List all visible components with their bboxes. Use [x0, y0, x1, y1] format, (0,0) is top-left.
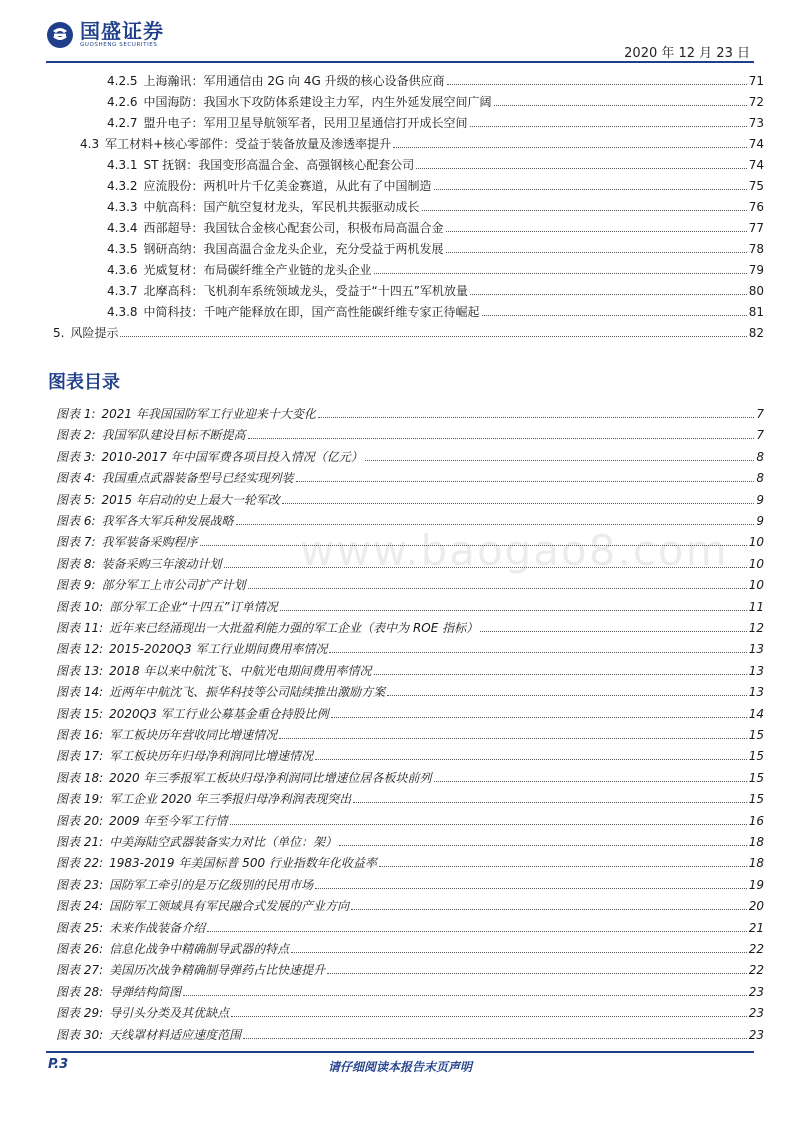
- figure-leader-dots: [200, 545, 747, 546]
- report-date: 2020 年 12 月 23 日: [624, 46, 750, 61]
- figure-entry-title: 2010-2017 年中国军费各项目投入情况（亿元）: [101, 450, 363, 464]
- figure-leader-dots: [207, 931, 747, 932]
- figure-entry-page: 18: [748, 856, 764, 870]
- figure-entry[interactable]: [56, 812, 764, 830]
- figure-leader-dots: [351, 909, 747, 910]
- figure-entry-page: 14: [748, 707, 764, 721]
- logo-english-name: GUOSHENG SECURITIES: [80, 42, 158, 48]
- figure-entry[interactable]: [56, 726, 764, 744]
- figure-entry-label: 图表 11:: [56, 621, 104, 635]
- company-logo: [46, 20, 164, 49]
- toc-entry[interactable]: [107, 156, 764, 174]
- figure-entry[interactable]: [56, 640, 764, 658]
- figure-entry[interactable]: [56, 705, 764, 723]
- toc-entry-page: 74: [748, 158, 764, 172]
- figure-entry-page: 22: [748, 963, 764, 977]
- toc-entry[interactable]: [107, 303, 764, 321]
- figure-entry-page: 8: [756, 471, 764, 485]
- figure-entry[interactable]: [56, 747, 764, 765]
- toc-leader-dots: [470, 126, 747, 127]
- figure-leader-dots: [224, 567, 747, 568]
- toc-entry-title: 上海瀚讯：军用通信由 2G 向 4G 升级的核心设备供应商: [143, 74, 445, 88]
- figure-entry[interactable]: [56, 1026, 764, 1044]
- figure-entry-page: 16: [748, 814, 764, 828]
- figure-entry[interactable]: [56, 576, 764, 594]
- figure-entry[interactable]: [56, 448, 764, 466]
- toc-entry-number: 4.2.6: [107, 95, 138, 109]
- figure-entry-title: 2020 年三季报军工板块归母净利润同比增速位居各板块前列: [109, 771, 432, 785]
- figure-entry-page: 22: [748, 942, 764, 956]
- toc-entry-number: 4.3.8: [107, 305, 138, 319]
- toc-entry-number: 4.3.5: [107, 242, 138, 256]
- toc-entry[interactable]: [53, 324, 764, 342]
- figure-leader-dots: [480, 631, 747, 632]
- toc-leader-dots: [447, 84, 747, 85]
- figure-leader-dots: [387, 695, 747, 696]
- toc-entry-page: 77: [748, 221, 764, 235]
- figure-leader-dots: [329, 652, 746, 653]
- toc-entry-title: 应流股份：两机叶片千亿美金赛道，从此有了中国制造: [143, 179, 432, 193]
- figure-entry[interactable]: [56, 683, 764, 701]
- figure-entry[interactable]: [56, 833, 764, 851]
- figure-leader-dots: [230, 824, 747, 825]
- figure-entry-title: 2018 年以来中航沈飞、中航光电期间费用率情况: [109, 664, 372, 678]
- toc-entry-number: 4.3.3: [107, 200, 138, 214]
- figure-entry-label: 图表 2:: [56, 428, 96, 442]
- toc-entry-number: 5.: [53, 326, 65, 340]
- figure-leader-dots: [248, 588, 747, 589]
- figure-leader-dots: [236, 524, 755, 525]
- figure-entry[interactable]: [56, 619, 764, 637]
- toc-entry-number: 4.2.5: [107, 74, 138, 88]
- figure-entry-page: 8: [756, 450, 764, 464]
- figure-entry-page: 9: [756, 514, 764, 528]
- figure-entry[interactable]: [56, 983, 764, 1001]
- header-divider: [46, 61, 754, 63]
- figure-entry[interactable]: [56, 876, 764, 894]
- figure-entry-page: 15: [748, 771, 764, 785]
- toc-entry-number: 4.3.1: [107, 158, 138, 172]
- figure-entry-title: 美国历次战争精确制导弹药占比快速提升: [109, 963, 326, 977]
- figure-entry-page: 10: [748, 535, 764, 549]
- figure-entry-title: 未来作战装备介绍: [109, 921, 206, 935]
- figure-entry-page: 7: [756, 428, 764, 442]
- toc-entry[interactable]: [107, 72, 764, 90]
- toc-entry-number: 4.3.2: [107, 179, 138, 193]
- toc-entry-page: 76: [748, 200, 764, 214]
- figure-leader-dots: [291, 952, 747, 953]
- figure-entry-label: 图表 18:: [56, 771, 104, 785]
- figure-leader-dots: [231, 1016, 747, 1017]
- figure-leader-dots: [353, 802, 746, 803]
- figure-entry-page: 21: [748, 921, 764, 935]
- figure-entry[interactable]: [56, 790, 764, 808]
- figure-leader-dots: [331, 717, 747, 718]
- toc-entry[interactable]: [107, 219, 764, 237]
- figure-entry-page: 23: [748, 985, 764, 999]
- figure-entry-title: 2021 年我国国防军工行业迎来十大变化: [101, 407, 316, 421]
- toc-entry-number: 4.3.4: [107, 221, 138, 235]
- toc-entry[interactable]: [107, 114, 764, 132]
- toc-entry-title: 盟升电子：军用卫星导航领军者，民用卫星通信打开成长空间: [143, 116, 468, 130]
- figure-leader-dots: [280, 610, 747, 611]
- toc-leader-dots: [446, 252, 747, 253]
- toc-entry-title: 中简科技：千吨产能释放在即，国产高性能碳纤维专家正待崛起: [143, 305, 480, 319]
- toc-entry[interactable]: [80, 135, 764, 153]
- figure-entry-page: 15: [748, 749, 764, 763]
- figure-leader-dots: [374, 674, 747, 675]
- figure-entry-label: 图表 24:: [56, 899, 104, 913]
- figure-entry-title: 国防军工领域具有军民融合式发展的产业方向: [109, 899, 350, 913]
- figure-entry-label: 图表 14:: [56, 685, 104, 699]
- figure-entry-label: 图表 10:: [56, 600, 104, 614]
- figure-entry-title: 部分军工企业“十四五”订单情况: [109, 600, 278, 614]
- figure-entry-title: 近年来已经涌现出一大批盈利能力强的军工企业（表中为 ROE 指标）: [109, 621, 479, 635]
- figure-leader-dots: [282, 503, 755, 504]
- figure-entry-title: 我军装备采购程序: [101, 535, 198, 549]
- toc-entry-page: 78: [748, 242, 764, 256]
- figure-entry-label: 图表 13:: [56, 664, 104, 678]
- figure-entry[interactable]: [56, 491, 764, 509]
- figure-entry-title: 导弹结构简图: [109, 985, 182, 999]
- figure-entry-label: 图表 8:: [56, 557, 96, 571]
- figure-entry[interactable]: [56, 598, 764, 616]
- figure-entry-title: 我军各大军兵种发展战略: [101, 514, 234, 528]
- toc-entry-page: 81: [748, 305, 764, 319]
- figure-entry-label: 图表 29:: [56, 1006, 104, 1020]
- figure-leader-dots: [327, 973, 747, 974]
- figure-leader-dots: [183, 995, 747, 996]
- toc-entry-title: 钢研高纳：我国高温合金龙头企业，充分受益于两机发展: [143, 242, 444, 256]
- figure-entry[interactable]: [56, 469, 764, 487]
- figure-entry[interactable]: [56, 854, 764, 872]
- figure-entry-page: 15: [748, 792, 764, 806]
- toc-entry-title: 光威复材：布局碳纤维全产业链的龙头企业: [143, 263, 372, 277]
- toc-entry-page: 73: [748, 116, 764, 130]
- figure-entry-title: 导引头分类及其优缺点: [109, 1006, 230, 1020]
- toc-entry-title: 军工材料+核心零部件：受益于装备放量及渗透率提升: [105, 137, 392, 151]
- figure-entry-label: 图表 26:: [56, 942, 104, 956]
- toc-leader-dots: [470, 294, 747, 295]
- figure-entry-title: 我国重点武器装备型号已经实现列装: [101, 471, 294, 485]
- figure-entry-label: 图表 30:: [56, 1028, 104, 1042]
- figure-entry-title: 中美海陆空武器装备实力对比（单位：架）: [109, 835, 338, 849]
- toc-entry[interactable]: [107, 261, 764, 279]
- figure-entry-title: 我国军队建设目标不断提高: [101, 428, 246, 442]
- toc-entry-number: 4.3: [80, 137, 100, 151]
- figure-entry-page: 11: [748, 600, 764, 614]
- figure-leader-dots: [296, 481, 755, 482]
- figure-leader-dots: [315, 759, 747, 760]
- figure-leader-dots: [279, 738, 747, 739]
- figure-entry-label: 图表 9:: [56, 578, 96, 592]
- figure-leader-dots: [315, 888, 747, 889]
- toc-entry[interactable]: [107, 240, 764, 258]
- figure-entry-page: 7: [756, 407, 764, 421]
- figure-entry-label: 图表 5:: [56, 493, 96, 507]
- figure-entry-title: 军工企业 2020 年三季报归母净利润表现突出: [109, 792, 352, 806]
- logo-chinese-name: 国盛证券: [80, 19, 164, 43]
- toc-entry-title: 北摩高科：飞机刹车系统领域龙头，受益于“十四五”军机放量: [143, 284, 468, 298]
- figure-entry[interactable]: [56, 919, 764, 937]
- figure-entry[interactable]: [56, 662, 764, 680]
- figure-leader-dots: [339, 845, 747, 846]
- toc-entry-number: 4.3.7: [107, 284, 138, 298]
- figure-leader-dots: [243, 1038, 747, 1039]
- toc-entry-page: 72: [748, 95, 764, 109]
- figure-entry-page: 9: [756, 493, 764, 507]
- toc-entry-page: 75: [748, 179, 764, 193]
- toc-entry[interactable]: [107, 177, 764, 195]
- figure-entry-title: 2015-2020Q3 军工行业期间费用率情况: [109, 642, 328, 656]
- disclaimer-note: 请仔细阅读本报告末页声明: [327, 1060, 472, 1074]
- figure-entry[interactable]: [56, 961, 764, 979]
- toc-entry-title: 中航高科：国产航空复材龙头，军民机共振驱动成长: [143, 200, 420, 214]
- toc-entry-title: 风险提示: [70, 326, 119, 340]
- figure-entry[interactable]: [56, 405, 764, 423]
- toc-leader-dots: [120, 336, 746, 337]
- figure-entry-title: 2009 年至今军工行情: [109, 814, 228, 828]
- toc-entry[interactable]: [107, 93, 764, 111]
- figure-entry-label: 图表 16:: [56, 728, 104, 742]
- toc-leader-dots: [393, 147, 747, 148]
- figure-entry-page: 23: [748, 1028, 764, 1042]
- figure-entry-title: 2015 年启动的史上最大一轮军改: [101, 493, 280, 507]
- figure-entry-title: 军工板块历年营收同比增速情况: [109, 728, 278, 742]
- figure-entry-title: 1983-2019 年美国标普 500 行业指数年化收益率: [109, 856, 377, 870]
- figure-entry[interactable]: [56, 512, 764, 530]
- figure-entry-title: 天线罩材料适应速度范围: [109, 1028, 242, 1042]
- figure-entry[interactable]: [56, 769, 764, 787]
- figure-entry-title: 国防军工牵引的是万亿级别的民用市场: [109, 878, 314, 892]
- figure-entry-title: 军工板块历年归母净利润同比增速情况: [109, 749, 314, 763]
- toc-leader-dots: [374, 273, 747, 274]
- figure-entry[interactable]: [56, 897, 764, 915]
- toc-entry-page: 80: [748, 284, 764, 298]
- figure-entry-label: 图表 21:: [56, 835, 104, 849]
- footer-divider: [46, 1051, 754, 1053]
- toc-leader-dots: [416, 168, 746, 169]
- toc-entry-page: 79: [748, 263, 764, 277]
- toc-entry-page: 71: [748, 74, 764, 88]
- figure-entry-title: 部分军工上市公司扩产计划: [101, 578, 246, 592]
- figure-entry-title: 近两年中航沈飞、振华科技等公司陆续推出激励方案: [109, 685, 386, 699]
- figure-entry-page: 20: [748, 899, 764, 913]
- figure-entry-label: 图表 22:: [56, 856, 104, 870]
- figure-leader-dots: [318, 417, 755, 418]
- page-number: P.3: [48, 1057, 69, 1072]
- toc-entry-number: 4.2.7: [107, 116, 138, 130]
- toc-entry-page: 74: [748, 137, 764, 151]
- figure-entry[interactable]: [56, 555, 764, 573]
- figure-entry-label: 图表 7:: [56, 535, 96, 549]
- figure-entry-label: 图表 1:: [56, 407, 96, 421]
- toc-entry-title: 西部超导：我国钛合金核心配套公司，积极布局高温合金: [143, 221, 444, 235]
- figure-entry-label: 图表 12:: [56, 642, 104, 656]
- figure-entry-label: 图表 19:: [56, 792, 104, 806]
- toc-entry[interactable]: [107, 282, 764, 300]
- figure-entry-label: 图表 28:: [56, 985, 104, 999]
- figure-entry-page: 10: [748, 557, 764, 571]
- figure-entry-label: 图表 4:: [56, 471, 96, 485]
- figures-heading: 图表目录: [48, 372, 120, 393]
- figure-entry-page: 13: [748, 685, 764, 699]
- figure-entry-page: 12: [748, 621, 764, 635]
- figure-leader-dots: [434, 781, 747, 782]
- figure-entry-page: 23: [748, 1006, 764, 1020]
- figure-entry-page: 10: [748, 578, 764, 592]
- toc-entry-title: ST 抚钢：我国变形高温合金、高强钢核心配套公司: [143, 158, 415, 172]
- figure-leader-dots: [248, 438, 755, 439]
- figure-entry-page: 13: [748, 664, 764, 678]
- figure-entry[interactable]: [56, 426, 764, 444]
- figure-entry-label: 图表 3:: [56, 450, 96, 464]
- figure-entry-label: 图表 6:: [56, 514, 96, 528]
- guosheng-logo-icon: [46, 21, 74, 49]
- figure-entry-label: 图表 17:: [56, 749, 104, 763]
- figure-entry-page: 19: [748, 878, 764, 892]
- toc-leader-dots: [494, 105, 747, 106]
- figure-entry-page: 13: [748, 642, 764, 656]
- toc-leader-dots: [434, 189, 747, 190]
- toc-entry[interactable]: [107, 198, 764, 216]
- toc-entry-title: 中国海防：我国水下攻防体系建设主力军，内生外延发展空间广阔: [143, 95, 492, 109]
- toc-leader-dots: [422, 210, 747, 211]
- figure-entry-label: 图表 25:: [56, 921, 104, 935]
- figure-entry[interactable]: [56, 1004, 764, 1022]
- figure-entry-label: 图表 20:: [56, 814, 104, 828]
- figure-entry-label: 图表 27:: [56, 963, 104, 977]
- figure-entry-label: 图表 23:: [56, 878, 104, 892]
- watermark: www.baogao8.com: [300, 526, 729, 575]
- figure-entry-page: 18: [748, 835, 764, 849]
- toc-entry-number: 4.3.6: [107, 263, 138, 277]
- figure-entry-title: 信息化战争中精确制导武器的特点: [109, 942, 290, 956]
- toc-entry-page: 82: [748, 326, 764, 340]
- figure-entry-title: 2020Q3 军工行业公募基金重仓持股比例: [109, 707, 329, 721]
- figure-entry-title: 装备采购三年滚动计划: [101, 557, 222, 571]
- toc-leader-dots: [482, 315, 747, 316]
- page-header: [0, 0, 800, 62]
- figure-entry-page: 15: [748, 728, 764, 742]
- figure-entry[interactable]: [56, 533, 764, 551]
- toc-leader-dots: [446, 231, 747, 232]
- figure-leader-dots: [379, 866, 747, 867]
- figure-entry-label: 图表 15:: [56, 707, 104, 721]
- figure-entry[interactable]: [56, 940, 764, 958]
- figure-leader-dots: [365, 460, 755, 461]
